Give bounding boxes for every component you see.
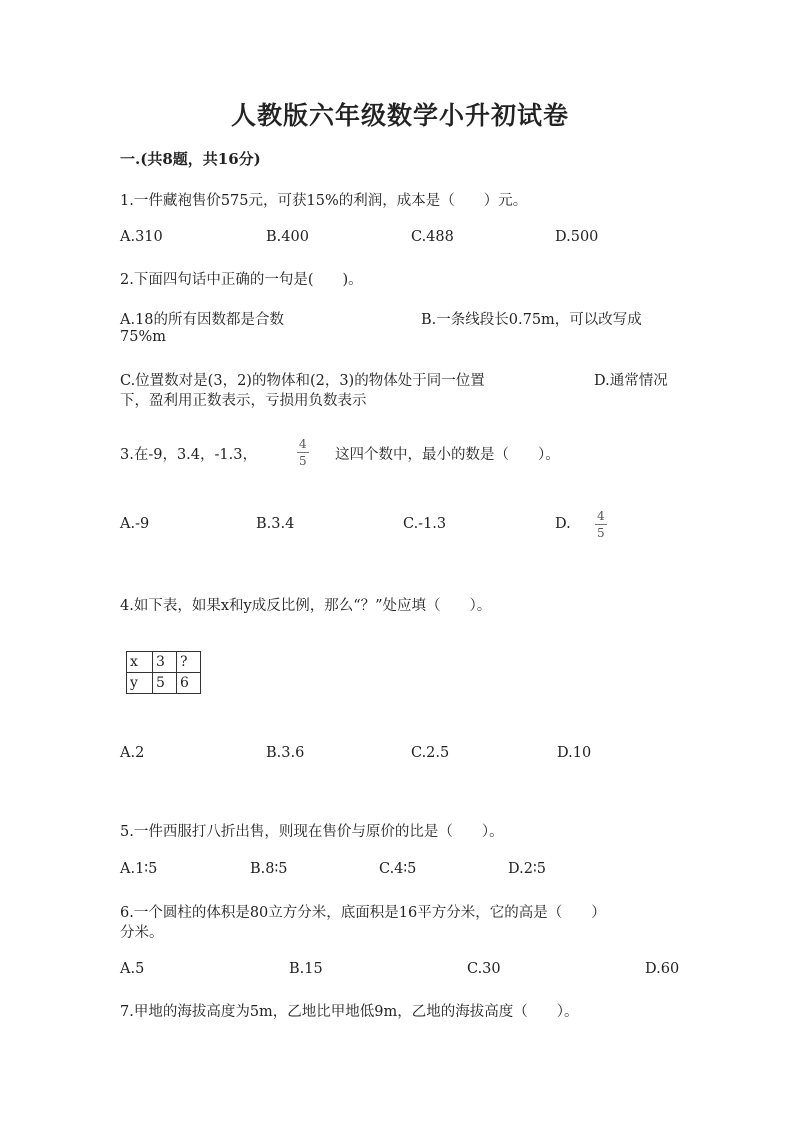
table-cell: 6 bbox=[177, 673, 201, 694]
q1-option-c: C.488 bbox=[411, 229, 454, 245]
q6-option-a: A.5 bbox=[120, 961, 145, 977]
q3-fraction bbox=[297, 438, 309, 467]
q5-option-a: A.1∶5 bbox=[120, 861, 158, 877]
question-1-text: 1.一件藏袍售价575元，可获15%的利润，成本是（ ）元。 bbox=[120, 193, 528, 209]
question-4-text: 4.如下表，如果x和y成反比例，那么“？”处应填（ ）。 bbox=[120, 598, 492, 614]
q1-option-a: A.310 bbox=[120, 229, 163, 245]
q2-option-c: C.位置数对是(3，2)的物体和(2，3)的物体处于同一位置 bbox=[120, 373, 485, 389]
q4-option-d: D.10 bbox=[557, 745, 592, 761]
table-cell: x bbox=[127, 652, 153, 673]
q3-option-d-fraction bbox=[595, 510, 607, 539]
q6-option-c: C.30 bbox=[467, 961, 501, 977]
q5-option-c: C.4∶5 bbox=[379, 861, 417, 877]
q4-option-c: C.2.5 bbox=[411, 745, 450, 761]
q6-option-d: D.60 bbox=[645, 961, 680, 977]
q2-option-b: B.一条线段长0.75m，可以改写成 bbox=[421, 312, 642, 328]
table-row bbox=[127, 673, 201, 694]
q2-option-d-continued: 下，盈利用正数表示，亏损用负数表示 bbox=[120, 393, 367, 409]
xy-ratio-table bbox=[126, 651, 201, 694]
q3-option-b: B.3.4 bbox=[256, 516, 295, 532]
section-heading: 一.(共8题，共16分) bbox=[120, 150, 261, 168]
q1-option-d: D.500 bbox=[555, 229, 599, 245]
q5-option-d: D.2∶5 bbox=[508, 861, 546, 877]
q2-option-d: D.通常情况 bbox=[594, 373, 668, 389]
q4-option-b: B.3.6 bbox=[266, 745, 305, 761]
fraction-numerator: 4 bbox=[597, 509, 605, 523]
fraction-denominator: 5 bbox=[299, 454, 307, 468]
question-3-text-end: 这四个数中，最小的数是（ ）。 bbox=[335, 447, 560, 463]
q4-option-a: A.2 bbox=[120, 745, 145, 761]
question-3-text-start: 3.在-9，3.4，-1.3， bbox=[120, 447, 257, 463]
table-cell: y bbox=[127, 673, 153, 694]
question-7-text: 7.甲地的海拔高度为5m，乙地比甲地低9m，乙地的海拔高度（ ）。 bbox=[120, 1004, 579, 1020]
fraction-numerator: 4 bbox=[299, 437, 307, 451]
q3-option-a: A.-9 bbox=[120, 516, 150, 532]
q6-option-b: B.15 bbox=[289, 961, 323, 977]
fraction-denominator: 5 bbox=[597, 526, 605, 540]
table-cell: 5 bbox=[153, 673, 177, 694]
table-row bbox=[127, 652, 201, 673]
question-2-text: 2.下面四句话中正确的一句是( )。 bbox=[120, 272, 363, 288]
question-5-text: 5.一件西服打八折出售，则现在售价与原价的比是（ ）。 bbox=[120, 824, 504, 840]
q2-option-b-continued: 75%m bbox=[120, 329, 166, 345]
q2-option-a: A.18的所有因数都是合数 bbox=[120, 312, 285, 328]
q3-option-c: C.-1.3 bbox=[403, 516, 447, 532]
q3-option-d: D. bbox=[555, 516, 571, 532]
table-cell: ? bbox=[177, 652, 201, 673]
table-cell: 3 bbox=[153, 652, 177, 673]
q5-option-b: B.8∶5 bbox=[250, 861, 288, 877]
exam-title: 人教版六年级数学小升初试卷 bbox=[230, 101, 569, 130]
question-6-text-continued: 分米。 bbox=[120, 925, 164, 941]
question-6-text: 6.一个圆柱的体积是80立方分米，底面积是16平方分米，它的高是（ ） bbox=[120, 905, 606, 921]
q1-option-b: B.400 bbox=[266, 229, 309, 245]
